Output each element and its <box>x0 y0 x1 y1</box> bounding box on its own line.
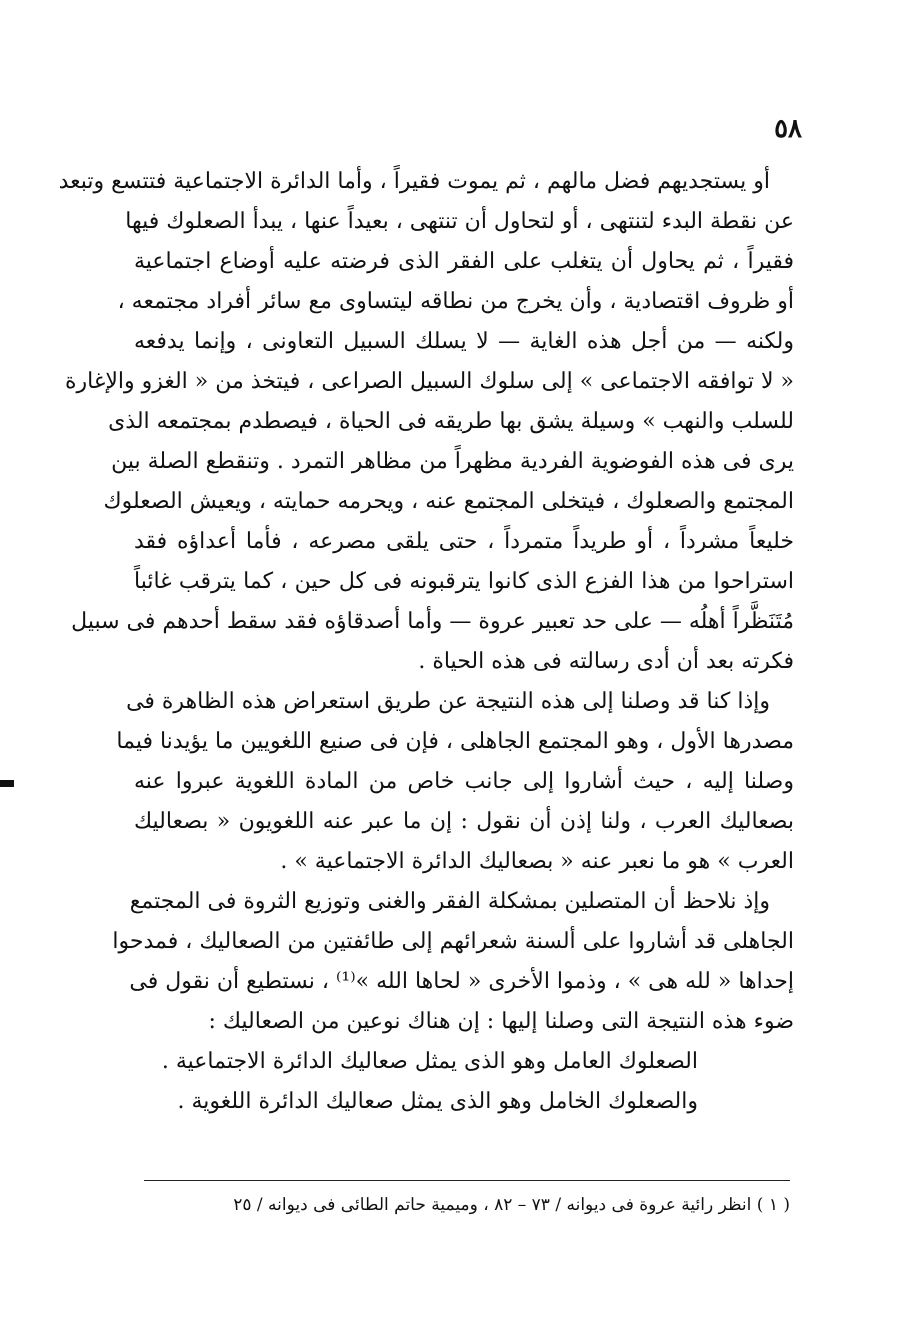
body-line: الجاهلى قد أشاروا على ألسنة شعرائهم إلى طائفتين من الصعاليك ، فمدحوا <box>112 929 794 954</box>
body-line: مُتَنَظَّراً أهلُه — على حد تعبير عروة — وأما أصدقاؤه فقد سقط أحدهم فى سبيل <box>71 609 794 634</box>
body-line: أو ظروف اقتصادية ، وأن يخرج من نطاقه ليتساوى مع سائر أفراد مجتمعه ، <box>117 289 794 314</box>
body-line: ولكنه — من أجل هذه الغاية — لا يسلك السبيل التعاونى ، وإنما يدفعه <box>134 329 794 354</box>
body-line: يرى فى هذه الفوضوية الفردية مظهراً من مظاهر التمرد . وتنقطع الصلة بين <box>111 449 794 474</box>
body-line: الصعلوك العامل وهو الذى يمثل صعاليك الدائرة الاجتماعية . <box>161 1049 698 1074</box>
body-line: فكرته بعد أن أدى رسالته فى هذه الحياة . <box>418 649 794 674</box>
body-line: وإذا كنا قد وصلنا إلى هذه النتيجة عن طريق استعراض هذه الظاهرة فى <box>126 689 770 714</box>
body-line: وإذ نلاحظ أن المتصلين بمشكلة الفقر والغنى وتوزيع الثروة فى المجتمع <box>129 889 770 914</box>
body-line: فقيراً ، ثم يحاول أن يتغلب على الفقر الذى فرضته عليه أوضاع اجتماعية <box>134 249 794 274</box>
footnote: ( ١ ) انظر رائية عروة فى ديوانه / ٧٣ – ٨٢ ، وميمية حاتم الطائى فى ديوانه / ٢٥ <box>233 1195 790 1215</box>
body-line: خليعاً مشرداً ، أو طريداً متمرداً ، حتى يلقى مصرعه ، فأما أعداؤه فقد <box>134 529 794 554</box>
margin-mark <box>0 780 14 787</box>
footnote-divider <box>144 1180 790 1181</box>
body-line: « لا توافقه الاجتماعى » إلى سلوك السبيل الصراعى ، فيتخذ من « الغزو والإغارة <box>64 369 794 394</box>
body-line: استراحوا من هذا الفزع الذى كانوا يترقبونه فى كل حين ، كما يترقب غائباً <box>134 569 794 594</box>
body-line: المجتمع والصعلوك ، فيتخلى المجتمع عنه ، ويحرمه حمايته ، ويعيش الصعلوك <box>103 489 794 514</box>
body-line: للسلب والنهب » وسيلة يشق بها طريقه فى الحياة ، فيصطدم بمجتمعه الذى <box>108 409 794 434</box>
body-line: ضوء هذه النتيجة التى وصلنا إليها : إن هناك نوعين من الصعاليك : <box>208 1009 794 1034</box>
body-line: إحداها « لله هى » ، وذموا الأخرى « لحاها الله »⁽¹⁾ ، نستطيع أن نقول فى <box>129 969 794 994</box>
body-line: والصعلوك الخامل وهو الذى يمثل صعاليك الدائرة اللغوية . <box>177 1089 698 1114</box>
page-number: ٥٨ <box>774 114 802 144</box>
body-line: بصعاليك العرب ، ولنا إذن أن نقول : إن ما عبر عنه اللغويون « بصعاليك <box>134 809 794 834</box>
body-line: أو يستجديهم فضل مالهم ، ثم يموت فقيراً ، وأما الدائرة الاجتماعية فتتسع وتبعد <box>58 169 770 194</box>
body-line: عن نقطة البدء لتنتهى ، أو لتحاول أن تنتهى ، بعيداً عنها ، يبدأ الصعلوك فيها <box>125 209 794 234</box>
body-line: العرب » هو ما نعبر عنه « بصعاليك الدائرة الاجتماعية » . <box>280 849 794 874</box>
body-line: مصدرها الأول ، وهو المجتمع الجاهلى ، فإن فى صنيع اللغويين ما يؤيدنا فيما <box>116 729 794 754</box>
body-text <box>58 162 794 1122</box>
body-line: وصلنا إليه ، حيث أشاروا إلى جانب خاص من المادة اللغوية عبروا عنه <box>134 769 794 794</box>
